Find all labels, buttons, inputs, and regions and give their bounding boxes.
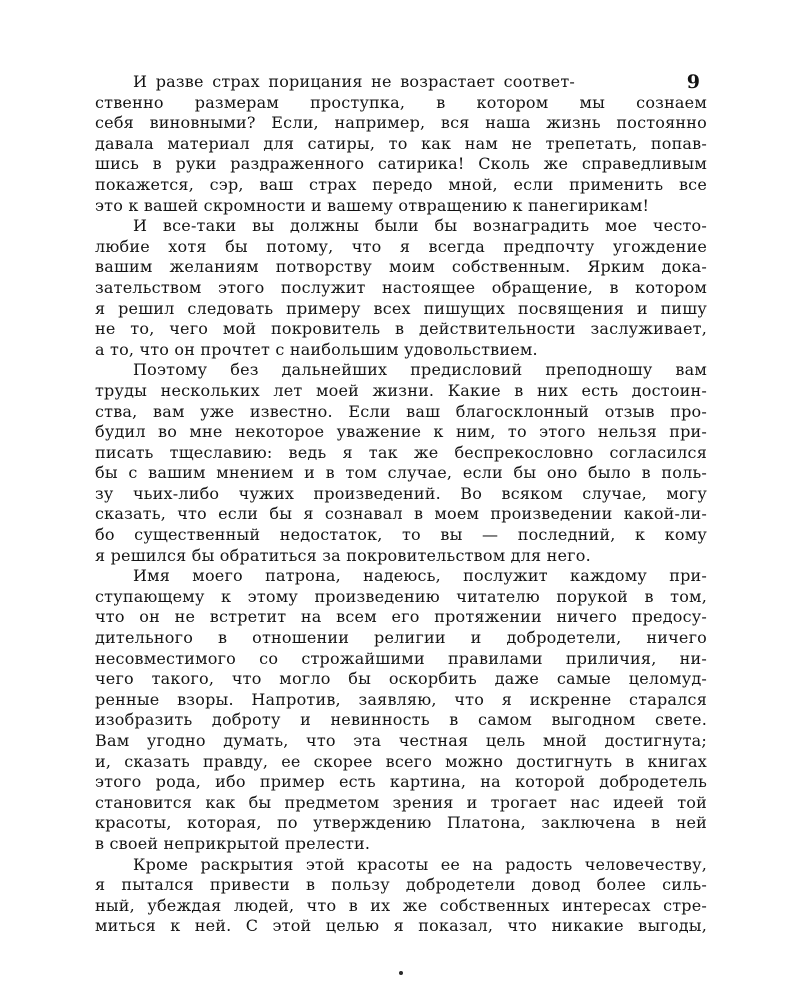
paragraph <box>95 72 707 216</box>
text-line: это к вашей скромности и вашему отвращению к панегирикам! <box>95 195 650 215</box>
text-line: зательством этого послужит настоящее обращение, в котором <box>95 277 707 297</box>
paragraph <box>95 360 707 566</box>
page-number-value: 9 <box>686 71 700 93</box>
text-line: изобразить доброту и невинность в самом выгодном свете. <box>95 710 707 730</box>
text-line: вашим желаниям потворству моим собственным. Ярким дока- <box>95 257 707 277</box>
text-line: давала материал для сатиры, то как нам не трепетать, попав- <box>95 133 707 153</box>
text-line: чего такого, что могло бы оскорбить даже самые целомуд- <box>95 669 707 689</box>
text-line: ственно размерам проступка, в котором мы сознаем <box>95 92 707 112</box>
text-block <box>95 72 707 937</box>
text-line: ступающему к этому произведению читателю порукой в том, <box>95 586 707 606</box>
text-line: и, сказать правду, ее скорее всего можно достигнуть в книгах <box>95 751 707 771</box>
paragraph <box>95 216 707 360</box>
text-line: бо существенный недостаток, то вы — последний, к кому <box>95 525 707 545</box>
text-line: я решился бы обратиться за покровительством для него. <box>95 545 591 565</box>
text-line: несовместимого со строжайшими правилами приличия, ни- <box>95 648 707 668</box>
text-line: Поэтому без дальнейших предисловий преподношу вам <box>133 360 707 380</box>
text-line: ный, убеждая людей, что в их же собственных интересах стре- <box>95 895 707 915</box>
text-line: ства, вам уже известно. Если ваш благосклонный отзыв про- <box>95 401 707 421</box>
text-line: И разве страх порицания не возрастает соответ- <box>133 72 575 91</box>
text-line: Кроме раскрытия этой красоты ее на радость человечеству, <box>133 854 707 874</box>
text-line: миться к ней. С этой целью я показал, что никакие выгоды, <box>95 916 707 936</box>
text-line: Вам угодно думать, что эта честная цель мной достигнута; <box>95 731 707 750</box>
text-line: я решил следовать примеру всех пишущих посвящения и пишу <box>95 298 707 318</box>
text-line: этого рода, ибо пример есть картина, на которой добродетель <box>95 772 707 792</box>
text-line: становится как бы предметом зрения и трогает нас идеей той <box>95 792 707 812</box>
text-line: шись в руки раздраженного сатирика! Сколь же справедливым <box>95 154 707 174</box>
text-line: покажется, сэр, ваш страх передо мной, если применить все <box>95 174 707 194</box>
text-line: ренные взоры. Напротив, заявляю, что я искренне старался <box>95 689 707 709</box>
text-line: зу чьих-либо чужих произведений. Во всяком случае, могу <box>95 483 707 503</box>
text-line: труды нескольких лет моей жизни. Какие в них есть достоин- <box>95 380 707 400</box>
text-line: сказать, что если бы я сознавал в моем произведении какой-ли- <box>95 504 707 524</box>
text-line: Имя моего патрона, надеюсь, послужит каждому при- <box>133 566 707 586</box>
paragraph <box>95 566 707 854</box>
scan-artifact-dot <box>399 971 403 975</box>
text-line: а то, что он прочтет с наибольшим удовольствием. <box>95 339 538 359</box>
text-line: в своей неприкрытой прелести. <box>95 833 371 853</box>
text-line: И все-таки вы должны были бы вознаградить мое често- <box>133 216 707 236</box>
text-line: дительного в отношении религии и добродетели, ничего <box>95 628 707 648</box>
text-line: писать тщеславию: ведь я так же беспрекословно согласился <box>95 442 707 462</box>
text-line: себя виновными? Если, например, вся наша жизнь постоянно <box>95 113 707 133</box>
text-line: любие хотя бы потому, что я всегда предпочту угождение <box>95 236 707 256</box>
paragraph <box>95 855 707 937</box>
text-line: не то, чего мой покровитель в действительности заслуживает, <box>95 319 707 339</box>
text-line: что он не встретит на всем его протяжении ничего предосу- <box>95 607 707 627</box>
text-line: будил во мне некоторое уважение к ним, то этого нельзя при- <box>95 422 707 442</box>
text-line: красоты, которая, по утверждению Платона, заключена в ней <box>95 813 707 833</box>
text-line: бы с вашим мнением и в том случае, если бы оно было в поль- <box>95 463 707 483</box>
text-line: я пытался привести в пользу добродетели довод более силь- <box>95 875 707 895</box>
